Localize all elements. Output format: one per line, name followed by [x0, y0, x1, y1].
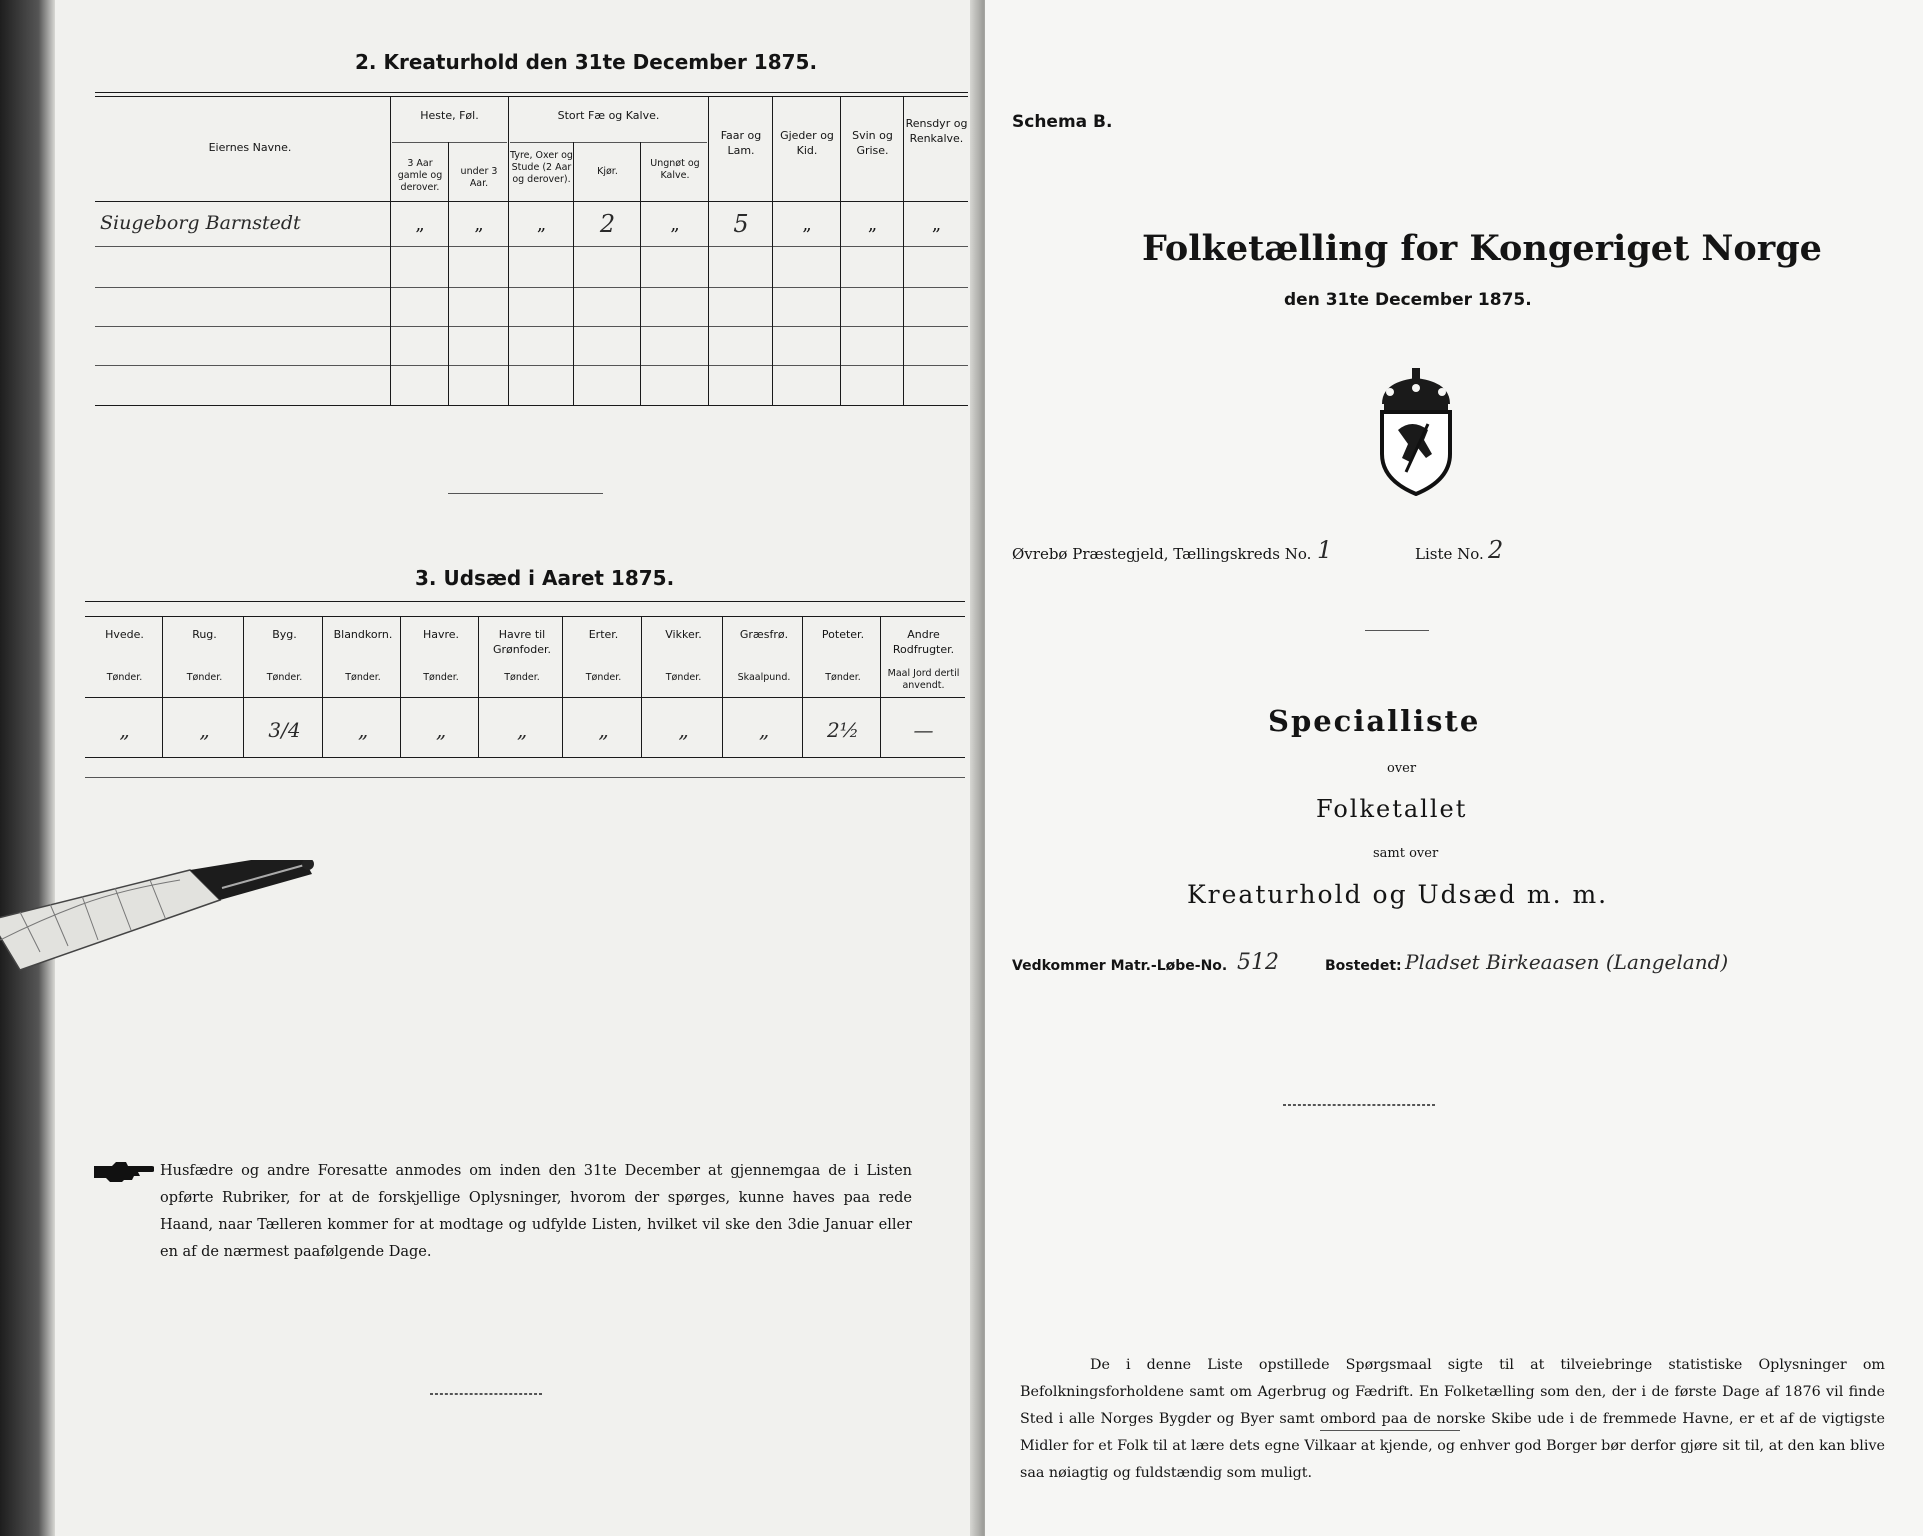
table2-bottom-rule — [95, 405, 968, 406]
col-divider — [708, 97, 709, 405]
table2-cell: „ — [867, 214, 878, 235]
seed-col-unit: Maal Jord dertil anvendt. — [887, 668, 960, 691]
table2-row-rule — [95, 326, 968, 327]
table2-cell: 5 — [733, 210, 749, 238]
pointing-hand-icon — [92, 1160, 154, 1182]
seed-col-unit: Tønder. — [345, 672, 381, 683]
owner-column-header: Eiernes Navne. — [208, 141, 292, 154]
seed-col-header: Erter. — [588, 628, 619, 641]
table2-cell: „ — [536, 214, 547, 235]
col-divider — [772, 97, 773, 405]
heste-group-header: Heste, Føl. — [420, 109, 479, 122]
seed-col-unit: Skaalpund. — [737, 672, 791, 683]
seed-cell: „ — [678, 718, 689, 742]
table2-top-rule — [95, 92, 968, 93]
separator-rule — [1283, 1104, 1435, 1106]
col-header: 3 Aar gamle og derover. — [397, 158, 443, 193]
pen-object — [0, 860, 330, 980]
bostedet-value: Pladset Birkeaasen (Langeland) — [1405, 950, 1729, 974]
seed-cell: „ — [435, 718, 447, 742]
table2-cell: „ — [670, 214, 680, 235]
table3-bottom-rule — [85, 757, 965, 758]
bostedet-label: Bostedet: — [1325, 958, 1402, 974]
col-header: Tyre, Oxer og Stude (2 Aar og derover). — [510, 150, 573, 185]
seed-col-header: Byg. — [272, 628, 297, 641]
table2-header-rule — [95, 201, 968, 202]
table2-cell: „ — [474, 214, 484, 235]
section2-heading: 2. Kreaturhold den 31te December 1875. — [355, 50, 818, 74]
seed-cell: „ — [119, 718, 130, 742]
col-divider — [573, 142, 574, 405]
seed-col-header: Hvede. — [105, 628, 144, 641]
stortfae-group-header: Stort Fæ og Kalve. — [557, 109, 660, 122]
seed-col-unit: Tønder. — [186, 672, 223, 683]
heste-group-rule — [392, 142, 507, 143]
seed-col-header: Blandkorn. — [333, 628, 393, 641]
col-divider — [390, 97, 391, 405]
table3-top-rule-2 — [85, 616, 965, 617]
seed-col-unit: Tønder. — [423, 672, 459, 683]
col-divider — [640, 142, 641, 405]
col-divider — [508, 97, 509, 405]
seed-cell: — — [913, 718, 934, 742]
col-divider — [903, 97, 904, 405]
schema-label: Schema B. — [1012, 112, 1113, 132]
section3-heading: 3. Udsæd i Aaret 1875. — [415, 566, 675, 590]
matr-number: 512 — [1237, 950, 1279, 975]
table3-header-rule — [85, 697, 965, 698]
seed-col-unit: Tønder. — [825, 672, 861, 683]
seed-cell: 3/4 — [268, 718, 301, 742]
seed-cell: „ — [357, 718, 369, 742]
table2-top-rule-2 — [95, 96, 968, 97]
specialliste-heading: Specialliste — [1268, 704, 1481, 738]
seed-col-unit: Tønder. — [585, 672, 622, 683]
table3-extra-rule — [85, 777, 965, 778]
seed-cell: „ — [516, 718, 528, 742]
col-header: under 3 Aar. — [460, 166, 498, 189]
district-number: 1 — [1317, 536, 1333, 564]
col-header: Kjør. — [597, 166, 618, 177]
kreaturhold-heading: Kreaturhold og Udsæd m. m. — [1187, 880, 1609, 909]
over-text: over — [1387, 761, 1417, 776]
owner-name: Siugeborg Barnstedt — [100, 212, 301, 234]
table2-row-rule — [95, 365, 968, 366]
matr-label: Vedkommer Matr.-Løbe-No. — [1012, 958, 1228, 974]
col-header: Faar og Lam. — [720, 129, 762, 157]
table2-cell: 2 — [599, 210, 616, 238]
table2-cell: „ — [931, 214, 942, 235]
seed-col-header: Andre Rodfrugter. — [892, 628, 955, 656]
table2-cell: „ — [802, 214, 812, 235]
seed-col-header: Rug. — [192, 628, 217, 641]
table2-cell: „ — [415, 214, 425, 235]
stortfae-group-rule — [510, 142, 707, 143]
document-subtitle: den 31te December 1875. — [1284, 290, 1532, 310]
district-label: Øvrebø Præstegjeld, Tællingskreds No. — [1012, 545, 1312, 563]
table2-row-rule — [95, 246, 968, 247]
liste-number: 2 — [1488, 536, 1504, 564]
instructions-notice: Husfædre og andre Foresatte anmodes om inden den 31te December at gjennemgaa de i Listen opførte Rubriker, for at de forskjellige Oplysninger, hvorom der spørges, kunne haves paa rede Haand, naar Tælleren kommer for at modtage og udfylde Listen, hvilket vil ske den 3die Januar eller en af de nærmest paafølgende Dage. — [160, 1163, 912, 1260]
seed-cell: „ — [199, 718, 210, 742]
coat-of-arms-emblem — [1368, 368, 1464, 496]
table3-top-rule — [85, 601, 965, 602]
samt-over-text: samt over — [1373, 846, 1439, 861]
document-title: Folketælling for Kongeriget Norge — [1142, 228, 1822, 269]
statistical-footnote: De i denne Liste opstillede Spørgsmaal sigte til at tilveiebringe statistiske Oplysninger om Befolkningsforholdene samt om Agerbrug og Fædrift. En Folketælling som den, der i de første Dage af 1876 vil finde Sted i alle Norges Bygder og Byer samt ombord paa de norske Skibe ude i de fremmede Havne, er et af de vigtigste Midler for et Folk til at lære dets egne Vilkaar at kjende, og enhver god Borger bør derfor gjøre sit til, at den kan blive saa nøiagtig og fuldstændig som muligt. — [1020, 1357, 1885, 1481]
page-edge-shadow — [0, 0, 55, 1536]
right-page — [985, 0, 1923, 1536]
col-divider — [840, 97, 841, 405]
col-header: Ungnøt og Kalve. — [650, 158, 700, 181]
liste-label: Liste No. — [1415, 545, 1484, 563]
seed-col-header: Poteter. — [821, 628, 865, 641]
seed-col-header: Vikker. — [665, 628, 702, 641]
seed-col-unit: Tønder. — [665, 672, 702, 683]
folketallet-heading: Folketallet — [1316, 795, 1468, 823]
seed-col-header: Havre. — [422, 628, 460, 641]
seed-col-header: Havre til Grønfoder. — [492, 628, 552, 656]
col-header: Gjeder og Kid. — [780, 129, 834, 157]
bottom-rule — [1320, 1430, 1460, 1431]
seed-cell: „ — [758, 718, 770, 742]
seed-col-unit: Tønder. — [106, 672, 143, 683]
seed-col-header: Græsfrø. — [739, 628, 789, 641]
separator-rule — [1365, 630, 1429, 631]
separator-rule — [448, 493, 603, 494]
seed-cell: 2½ — [826, 718, 860, 742]
col-header: Rensdyr og Renkalve. — [905, 117, 968, 145]
separator-rule — [430, 1393, 542, 1395]
col-divider — [448, 142, 449, 405]
table2-row-rule — [95, 287, 968, 288]
col-header: Svin og Grise. — [852, 129, 893, 157]
seed-col-unit: Tønder. — [266, 672, 303, 683]
seed-col-unit: Tønder. — [504, 672, 540, 683]
seed-cell: „ — [598, 718, 609, 742]
